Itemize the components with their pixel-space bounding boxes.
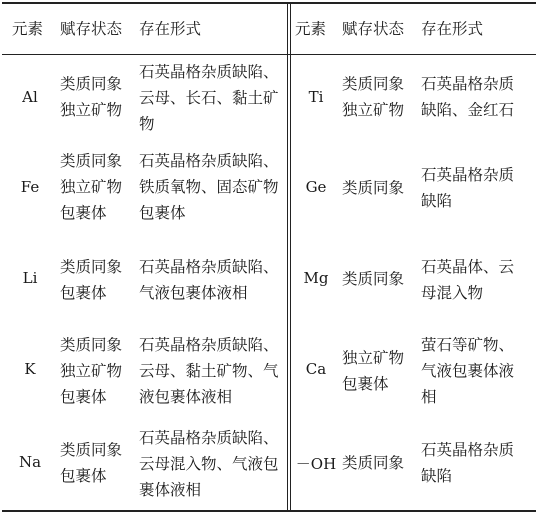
state-cell: 类质同象 <box>342 454 405 472</box>
form-cell: 石英晶格杂质缺陷、 云母、长石、黏土矿 物 <box>139 63 279 133</box>
header-form-right: 存在形式 <box>421 20 484 38</box>
form-cell: 石英晶格杂质 缺陷 <box>421 441 515 485</box>
element-cell: －OH <box>295 455 337 473</box>
element-cell: Al <box>22 88 38 106</box>
state-cell: 类质同象 独立矿物 <box>60 75 123 119</box>
element-occurrence-table <box>2 2 536 512</box>
header-element-right: 元素 <box>295 20 327 38</box>
element-cell: Fe <box>20 178 40 196</box>
header-rule <box>2 54 536 55</box>
form-cell: 石英晶体、云 母混入物 <box>421 258 515 302</box>
state-cell: 类质同象 <box>342 179 405 197</box>
header-state-left: 赋存状态 <box>60 20 123 38</box>
header-state-right: 赋存状态 <box>342 20 405 38</box>
state-cell: 类质同象 包裹体 <box>60 258 123 302</box>
element-cell: Mg <box>303 269 329 287</box>
column-divider <box>290 2 291 512</box>
state-cell: 类质同象 独立矿物 包裹体 <box>60 152 123 222</box>
element-cell: Ca <box>305 360 327 378</box>
form-cell: 石英晶格杂质缺陷、 云母混入物、气液包 裹体液相 <box>139 429 279 499</box>
state-cell: 独立矿物 包裹体 <box>342 349 405 393</box>
element-cell: Na <box>18 453 42 471</box>
form-cell: 萤石等矿物、 气液包裹体液 相 <box>421 336 515 406</box>
element-cell: Ti <box>308 88 324 106</box>
column-divider <box>287 2 288 512</box>
state-cell: 类质同象 独立矿物 包裹体 <box>60 336 123 406</box>
bottom-rule <box>2 510 536 512</box>
state-cell: 类质同象 包裹体 <box>60 441 123 485</box>
state-cell: 类质同象 独立矿物 <box>342 75 405 119</box>
top-rule <box>2 2 536 4</box>
header-form-left: 存在形式 <box>139 20 202 38</box>
element-cell: Li <box>22 269 38 287</box>
element-cell: Ge <box>305 178 327 196</box>
form-cell: 石英晶格杂质缺陷、 气液包裹体液相 <box>139 258 279 302</box>
header-element-left: 元素 <box>12 20 44 38</box>
form-cell: 石英晶格杂质缺陷、 铁质氧物、固态矿物 包裹体 <box>139 152 279 222</box>
form-cell: 石英晶格杂质 缺陷、金红石 <box>421 75 515 119</box>
form-cell: 石英晶格杂质缺陷、 云母、黏土矿物、气 液包裹体液相 <box>139 336 279 406</box>
element-cell: K <box>24 360 36 378</box>
state-cell: 类质同象 <box>342 270 405 288</box>
form-cell: 石英晶格杂质 缺陷 <box>421 166 515 210</box>
